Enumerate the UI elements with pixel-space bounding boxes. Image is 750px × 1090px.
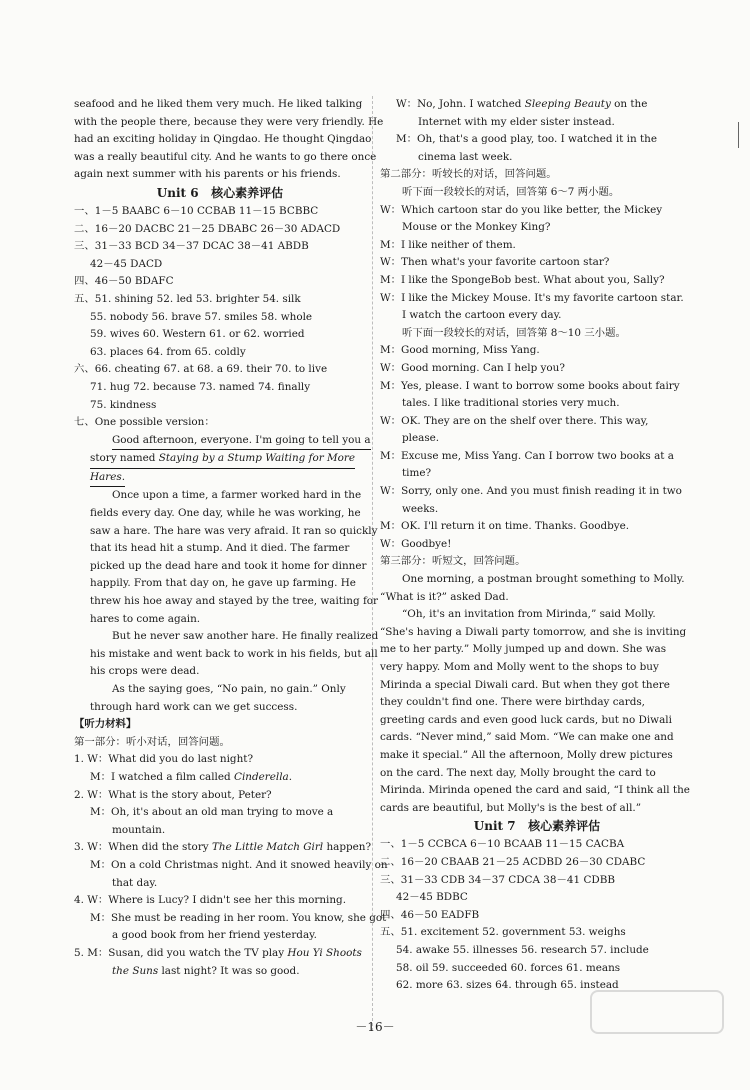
answer-line: 二、16－20 DACBC 21－25 DBABC 26－30 ADACD xyxy=(74,222,341,235)
part2-heading: 第二部分：听较长的对话，回答问题。 xyxy=(380,168,557,181)
dialog-line: M：Good morning, Miss Yang. xyxy=(380,344,540,357)
essay-opening: Good afternoon, everyone. I'm going to tell you a xyxy=(112,432,371,451)
film-title: Sleeping Beauty xyxy=(524,98,611,110)
unit6-title: Unit 6 xyxy=(156,185,199,200)
dialog-line: M：On a cold Christmas night. And it snowed heavily on xyxy=(90,858,388,871)
answer-line: 62. more 63. sizes 64. through 65. instead xyxy=(396,979,619,992)
answer-line: 42－45 DACD xyxy=(90,257,163,270)
story-line: greeting cards and even good luck cards, but no Diwali xyxy=(380,713,672,726)
dialog-line: M：Yes, please. I want to borrow some books about fairy xyxy=(380,379,680,392)
part2-instruction: 听下面一段较长的对话，回答第 8～10 三小题。 xyxy=(402,326,626,339)
story-title: The Little Match Girl xyxy=(211,841,324,854)
answer-line: 一、1－5 CCBCA 6－10 BCAAB 11－15 CACBA xyxy=(380,838,625,851)
dialog-text: M：I watched a film called xyxy=(90,770,234,783)
dialog-line: W：Goodbye! xyxy=(380,537,452,550)
story-line: Mirinda a special Diwali card. But when they got there xyxy=(380,678,670,691)
answer-line: 七、One possible version： xyxy=(74,416,215,429)
part2-instruction: 听下面一段较长的对话，回答第 6～7 两小题。 xyxy=(402,185,620,198)
dialog-line: tales. I like traditional stories very much. xyxy=(402,397,620,410)
essay-story-intro: story named xyxy=(90,452,159,465)
part3-heading: 第三部分：听短文，回答问题。 xyxy=(380,555,526,568)
dialog-line: cinema last week. xyxy=(418,150,513,163)
answer-line: 四、46－50 EADFB xyxy=(380,908,480,921)
answer-line: 63. places 64. from 65. coldly xyxy=(90,345,246,358)
answer-line: 75. kindness xyxy=(90,398,157,411)
unit6-heading xyxy=(74,184,366,203)
dialog-line xyxy=(380,96,694,114)
story-line: me to her party.” Molly jumped up and down. She was xyxy=(380,643,667,656)
essay-line xyxy=(90,450,366,469)
answer-line: 59. wives 60. Western 61. or 62. worried xyxy=(90,328,305,341)
dialog-line: M：Oh, it's about an old man trying to move a xyxy=(90,806,334,819)
story-line: they couldn't find one. There were birthday cards, xyxy=(380,696,645,709)
dialog-text: 3. W：When did the story xyxy=(74,841,212,854)
answer-line: 六、66. cheating 67. at 68. a 69. their 70. to live xyxy=(74,363,328,376)
dialog-line xyxy=(74,963,366,981)
essay-story-title-end: Hares xyxy=(90,470,122,483)
essay-line: that its head hit a stump. And it died. The farmer xyxy=(90,542,350,555)
story-line: make it special.” All the afternoon, Molly drew pictures xyxy=(380,748,673,761)
essay-line: But he never saw another hare. He finally realized xyxy=(112,630,379,643)
answer-line: 五、51. shining 52. led 53. brighter 54. silk xyxy=(74,292,301,305)
essay-story-title: Staying by a Stump Waiting for More xyxy=(158,452,356,465)
dialog-line: please. xyxy=(402,432,440,445)
answer-line: 三、31－33 CDB 34－37 CDCA 38－41 CDBB xyxy=(380,873,616,886)
dialog-text: on the xyxy=(610,98,648,110)
story-line: on the card. The next day, Molly brought the card to xyxy=(380,766,656,779)
dialog-line: M：Excuse me, Miss Yang. Can I borrow two books at a xyxy=(380,449,674,462)
dialog-line: Internet with my elder sister instead. xyxy=(418,115,615,128)
unit7-title: Unit 7 xyxy=(473,819,516,834)
story-line: One morning, a postman brought something to Molly. xyxy=(402,573,685,586)
dialog-line: a good book from her friend yesterday. xyxy=(112,929,317,942)
dialog-text: last night? It was so good. xyxy=(158,964,300,977)
dialog-line: time? xyxy=(402,467,432,480)
tv-play-title: Hou Yi Shoots xyxy=(287,946,362,959)
dialog-line xyxy=(74,945,366,963)
dialog-line: M：I like neither of them. xyxy=(380,238,516,251)
dialog-line: M：I like the SpongeBob best. What about you, Sally? xyxy=(380,273,665,286)
dialog-line: M：OK. I'll return it on time. Thanks. Goodbye. xyxy=(380,520,630,533)
unit7-subtitle: 核心素养评估 xyxy=(528,819,601,834)
intro-paragraph xyxy=(74,96,384,184)
answer-line: 58. oil 59. succeeded 60. forces 61. means xyxy=(396,961,621,974)
left-column xyxy=(74,96,388,980)
answer-line: 54. awake 55. illnesses 56. research 57. include xyxy=(396,943,649,956)
unit7-heading xyxy=(380,817,694,836)
story-line: “Oh, it's an invitation from Mirinda,” said Molly. xyxy=(402,608,656,621)
dialog-line: I watch the cartoon every day. xyxy=(402,309,562,322)
page-number: －16－ xyxy=(355,1020,395,1034)
dialog-line: W：Then what's your favorite cartoon star? xyxy=(380,256,610,269)
answer-line: 四、46－50 BDAFC xyxy=(74,275,174,288)
dialog-line: mountain. xyxy=(112,823,166,836)
dialog-line: 2. W：What is the story about, Peter? xyxy=(74,788,272,801)
dialog-text: 5. M：Susan, did you watch the TV play xyxy=(74,946,288,959)
essay-line: Once upon a time, a farmer worked hard in the xyxy=(112,489,362,502)
text-line: had an exciting holiday in Qingdao. He thought Qingdao xyxy=(74,133,372,146)
dialog-line: W：Good morning. Can I help you? xyxy=(380,361,565,374)
essay-line xyxy=(90,432,371,451)
dialog-line: weeks. xyxy=(402,502,439,515)
dialog-line: W：Which cartoon star do you like better, the Mickey xyxy=(380,203,663,216)
dialog-line: M：I watched a film called Cinderella. xyxy=(90,770,293,783)
essay xyxy=(74,432,379,717)
right-column xyxy=(380,96,694,995)
answer-line: 55. nobody 56. brave 57. smiles 58. whole xyxy=(90,310,313,323)
answer-line: 五、51. excitement 52. government 53. weighs xyxy=(380,926,626,939)
dialog-line: Mouse or the Monkey King? xyxy=(402,221,551,234)
page-edge-mark xyxy=(738,122,739,148)
text-line: with the people there, because they were very friendly. He xyxy=(74,115,384,128)
text-line: was a really beautiful city. And he wants to go there once xyxy=(74,150,377,163)
story-line: cards are beautiful, but Molly's is the best of all.” xyxy=(380,801,642,814)
answer-line: 71. hug 72. because 73. named 74. finally xyxy=(90,380,311,393)
watermark-logo xyxy=(590,990,724,1034)
dialog-line: W：Sorry, only one. And you must finish reading it in two xyxy=(380,485,682,498)
essay-line: threw his hoe away and stayed by the tree, waiting for xyxy=(90,595,379,608)
essay-line: fields every day. One day, while he was working, he xyxy=(90,507,361,520)
essay-line: Hares. xyxy=(90,469,366,488)
essay-line: saw a hare. The hare was very afraid. It ran so quickly xyxy=(90,524,378,537)
answer-line: 三、31－33 BCD 34－37 DCAC 38－41 ABDB xyxy=(74,240,309,253)
answer-line: 一、1－5 BAABC 6－10 CCBAB 11－15 BCBBC xyxy=(74,204,319,217)
tv-play-title-end: the Suns xyxy=(112,964,159,977)
dialog-text: happen? xyxy=(323,841,372,854)
listening-material xyxy=(74,716,388,980)
unit7-answers xyxy=(380,836,694,994)
dialog-line: W：I like the Mickey Mouse. It's my favorite cartoon star. xyxy=(380,291,684,304)
unit6-subtitle: 核心素养评估 xyxy=(211,185,284,200)
dialog-line: 1. W：What did you do last night? xyxy=(74,753,254,766)
dialog-line: 4. W：Where is Lucy? I didn't see her this morning. xyxy=(74,894,347,907)
film-title: Cinderella xyxy=(234,770,289,783)
story-line: cards. “Never mind,” said Mom. “We can make one and xyxy=(380,731,674,744)
dialog-line: that day. xyxy=(112,876,158,889)
dialog-text: W：No, John. I watched xyxy=(396,98,525,110)
dialog-line: M：Oh, that's a good play, too. I watched it in the xyxy=(396,133,657,146)
dialog-line: W：OK. They are on the shelf over there. This way, xyxy=(380,414,649,427)
story-line: “She's having a Diwali party tomorrow, and she is inviting xyxy=(380,625,687,638)
story-line: “What is it?” asked Dad. xyxy=(380,590,509,603)
text-line: seafood and he liked them very much. He liked talking xyxy=(74,98,363,110)
story-line: Mirinda. Mirinda opened the card and said, “I think all the xyxy=(380,784,690,797)
text-line: again next summer with his parents or his friends. xyxy=(74,168,341,181)
essay-line: happily. From that day on, he gave up farming. He xyxy=(90,577,356,590)
essay-line: picked up the dead hare and took it home for dinner xyxy=(90,559,367,572)
part1-heading: 第一部分：听小对话，回答问题。 xyxy=(74,735,230,748)
answer-line: 42－45 BDBC xyxy=(396,891,468,904)
essay-line: As the saying goes, “No pain, no gain.” Only xyxy=(112,683,346,695)
essay-line: his mistake and went back to work in his fields, but all xyxy=(90,647,378,660)
story-line: very happy. Mom and Molly went to the shops to buy xyxy=(380,661,659,673)
column-divider xyxy=(372,96,373,1031)
essay-line: hares to come again. xyxy=(90,612,201,625)
essay-line: his crops were dead. xyxy=(90,665,200,678)
unit6-answers xyxy=(74,203,366,432)
answer-line: 二、16－20 CBAAB 21－25 ACDBD 26－30 CDABC xyxy=(380,855,646,868)
dialog-line xyxy=(74,839,372,857)
dialog-line: M：She must be reading in her room. You know, she got xyxy=(90,911,387,924)
listening-tag: 【听力材料】 xyxy=(74,718,137,731)
essay-line: through hard work can we get success. xyxy=(90,700,298,713)
